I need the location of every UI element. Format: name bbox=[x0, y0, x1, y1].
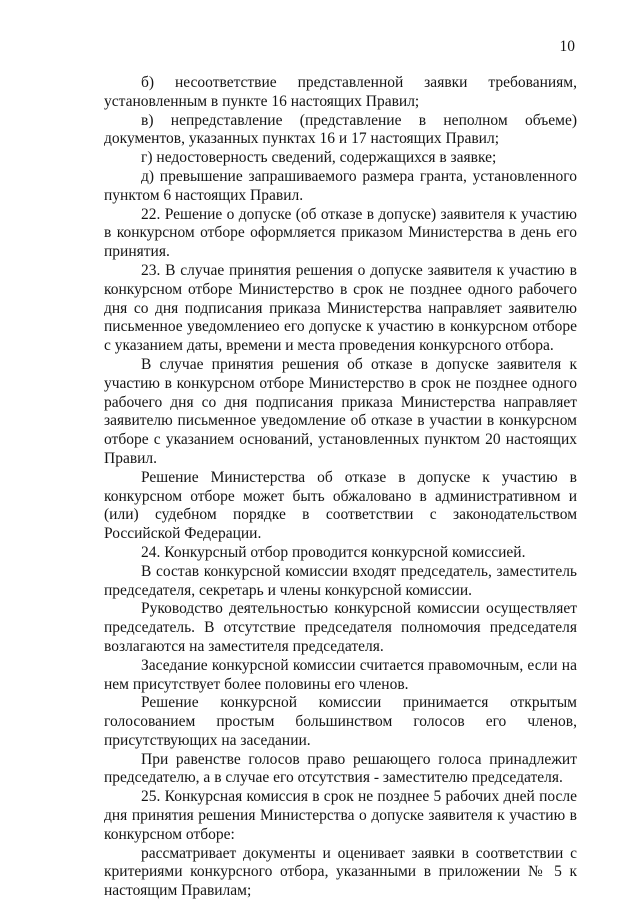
paragraph-review-documents: рассматривает документы и оценивает заявки в соответствии с критериями конкурсного отбора, указанными в приложении № 5 к настоящим Правилам; bbox=[104, 844, 577, 900]
paragraph-clause-24: 24. Конкурсный отбор проводится конкурсной комиссией. bbox=[141, 543, 526, 561]
paragraph-voting: Решение конкурсной комиссии принимается открытым голосованием простым большинством голосов его членов, присутствующих на заседании. bbox=[104, 694, 577, 749]
paragraph-commission-leadership: Руководство деятельностью конкурсной комиссии осуществляет председатель. В отсутствие председателя полномочия председателя возлагаются на заместителя председателя. bbox=[104, 600, 577, 655]
paragraph-clause-22: 22. Решение о допуске (об отказе в допуске) заявителя к участию в конкурсном отборе оформляется приказом Министерства в день его принятия. bbox=[104, 205, 577, 261]
paragraph-clause-23: 23. В случае принятия решения о допуске заявителя к участию в конкурсном отборе Министерство в срок не позднее одного рабочего дня со дня подписания приказа Министерства направляет заявителю письменное уведомлениео его допуске к участию в конкурсном отборе с указанием даты, времени и места проведения конкурсного отбора. bbox=[104, 261, 577, 355]
paragraph-quorum: Заседание конкурсной комиссии считается правомочным, если на нем присутствует более половины его членов. bbox=[104, 656, 577, 693]
paragraph-tie-vote: При равенстве голосов право решающего голоса принадлежит председателю, а в случае его отсутствия - заместителю председателя. bbox=[104, 750, 577, 787]
paragraph-clause-25: 25. Конкурсная комиссия в срок не позднее 5 рабочих дней после дня принятия решения Министерства о допуске заявителя к участию в конкурсном отборе: bbox=[104, 788, 577, 843]
paragraph-item-d: д) превышение запрашиваемого размера гранта, установленного пунктом 6 настоящих Правил. bbox=[104, 167, 577, 204]
paragraph-item-b: б) несоответствие представленной заявки требованиям, установленным в пункте 16 настоящих Правил; bbox=[104, 74, 577, 110]
paragraph-item-v: в) непредставление (представление в неполном объеме) документов, указанных пунктах 16 и 17 настоящих Правил; bbox=[104, 111, 577, 148]
paragraph-item-g: г) недостоверность сведений, содержащихся в заявке; bbox=[141, 149, 497, 167]
paragraph-commission-composition: В состав конкурсной комиссии входят председатель, заместитель председателя, секретарь и члены конкурсной комиссии. bbox=[104, 562, 577, 599]
paragraph-appeal: Решение Министерства об отказе в допуске к участию в конкурсном отборе может быть обжаловано в административном и (или) судебном порядке в соответствии с законодательством Российской Федерации. bbox=[104, 468, 577, 543]
paragraph-refusal-notice: В случае принятия решения об отказе в допуске заявителя к участию в конкурсном отборе Министерство в срок не позднее одного рабочего дня со дня подписания приказа Министерства направляет заявителю письменное уведомление об отказе в участии в конкурсном отборе с указанием оснований, установленных пунктом 20 настоящих Правил. bbox=[104, 355, 577, 467]
page-number: 10 bbox=[559, 38, 575, 55]
document-body bbox=[104, 74, 577, 901]
